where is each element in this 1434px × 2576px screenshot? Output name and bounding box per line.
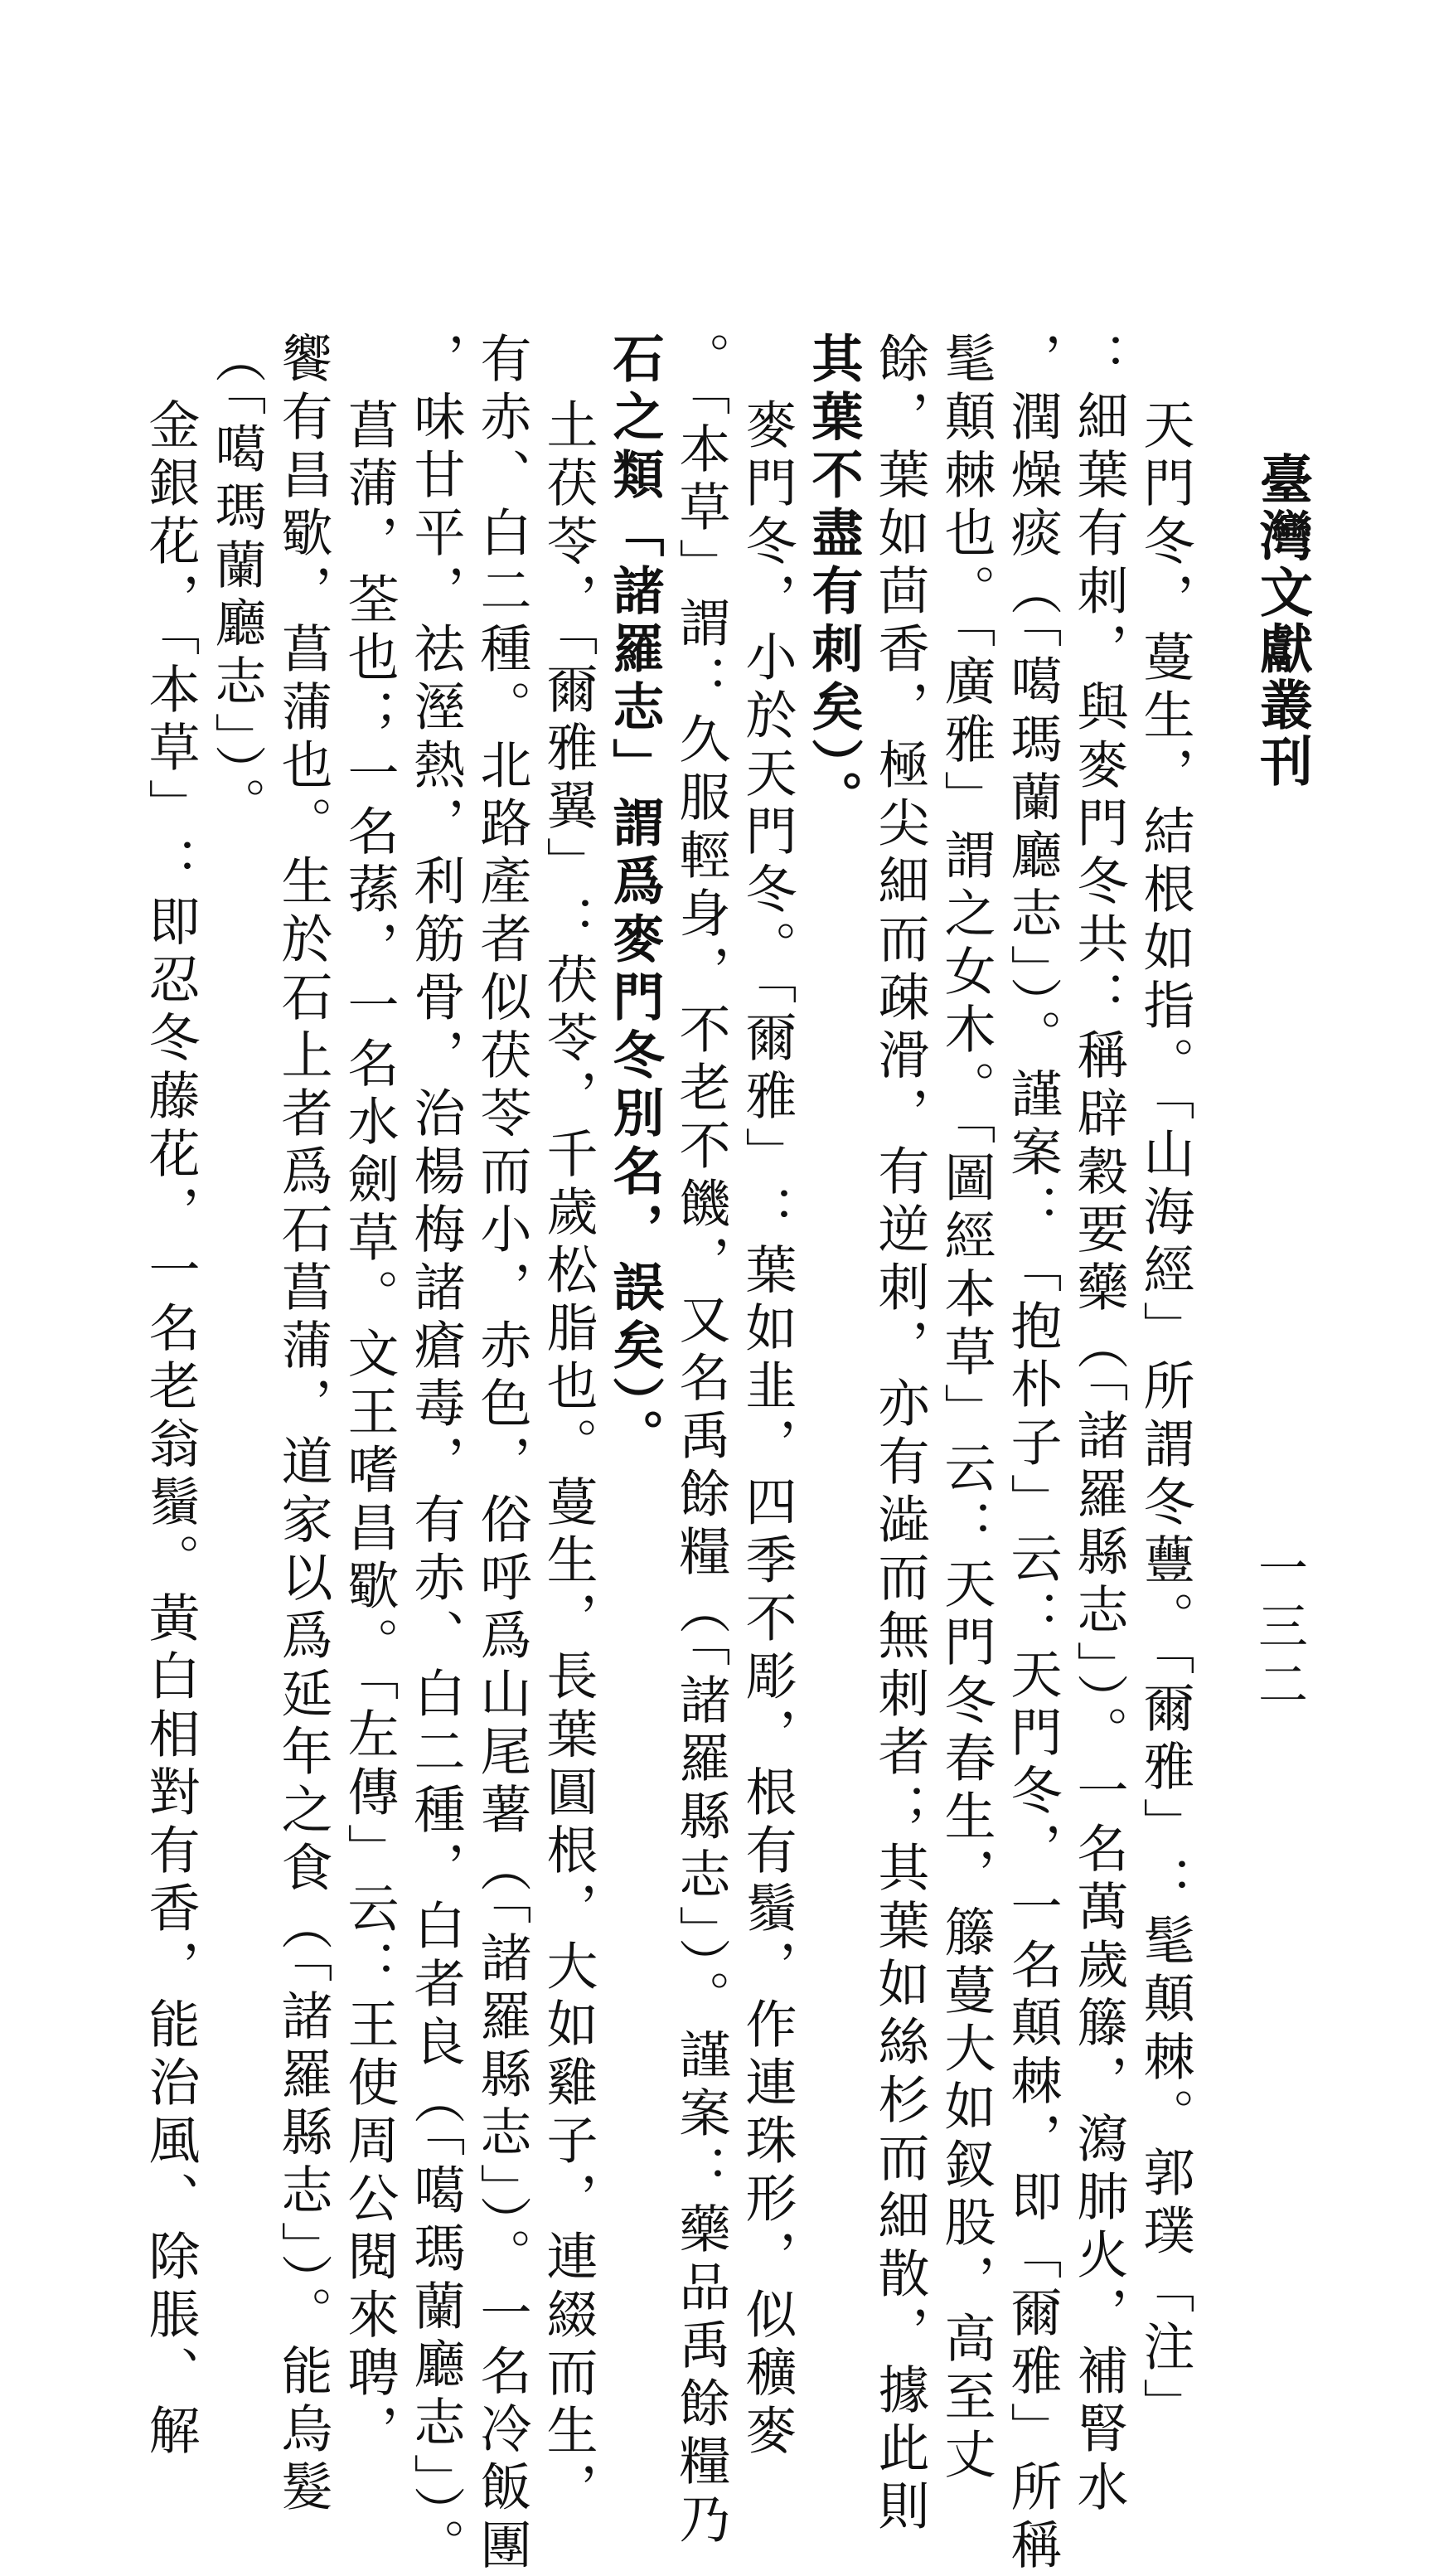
main-text (140, 332, 1198, 2576)
text-line: ，潤燥痰（「噶瑪蘭廳志」）。謹案：「抱朴子」云：天門冬，一名顛棘，即「爾雅」所稱 (1002, 332, 1063, 2576)
text-line: ，味甘平，祛溼熱，利筋骨，治楊梅諸瘡毒，有赤、白二種，白者良（「噶瑪蘭廳志」）。 (405, 332, 466, 2576)
text-line: 石之類「諸羅志」謂爲麥門冬別名，誤矣）。 (604, 332, 665, 1467)
text-line: 天門冬，蔓生，結根如指。「山海經」所謂冬蘴。「爾雅」：髦顛棘。郭璞「注」 (1135, 398, 1195, 2436)
text-line: 土茯苓，「爾雅翼」：茯苓，千歲松脂也。蔓生，長葉圓根，大如雞子，連綴而生， (538, 398, 598, 2520)
text-line: 麥門冬，小於天門冬。「爾雅」：葉如韭，四季不彫，根有鬚，作連珠形，似穬麥 (737, 398, 797, 2462)
running-header-title: 臺灣文獻叢刊 (1251, 452, 1313, 790)
text-line: 其葉不盡有刺矣）。 (803, 332, 864, 828)
text-line: 金銀花，「本草」：即忍冬藤花，一名老翁鬚。黃白相對有香，能治風、除脹、解 (140, 398, 201, 2462)
text-line: 菖蒲，荃也；一名蓀，一名水劍草。文王嗜昌歜。「左傳」云：王使周公閱來聘， (339, 398, 400, 2462)
text-line: （「噶瑪蘭廳志」）。 (206, 332, 267, 835)
text-line: 有赤、白二種。北路產者似茯苓而小，赤色，俗呼爲山尾薯（「諸羅縣志」）。一名冷飯團 (472, 332, 532, 2576)
text-line: 餘，葉如茴香，極尖細而疎滑，有逆刺，亦有澁而無刺者；其葉如絲杉而細散，據此則 (870, 332, 930, 2537)
text-line: ：細葉有刺，與麥門冬共：稱辟穀要藥（「諸羅縣志」）。一名萬歲籐，瀉肺火，補腎水 (1068, 332, 1129, 2518)
page-number: 一三二 (1250, 1542, 1308, 1716)
text-line: 饗有昌歜，菖蒲也。生於石上者爲石菖蒲，道家以爲延年之食（「諸羅縣志」）。能烏髮 (273, 332, 333, 2518)
text-line: 髦顛棘也。「廣雅」謂之女木。「圖經本草」云：天門冬春生，籐蔓大如釵股，高至丈 (936, 332, 996, 2486)
text-line: 。「本草」謂：久服輕身，不老不饑，又名禹餘糧（「諸羅縣志」）。謹案：藥品禹餘糧乃 (671, 332, 731, 2550)
